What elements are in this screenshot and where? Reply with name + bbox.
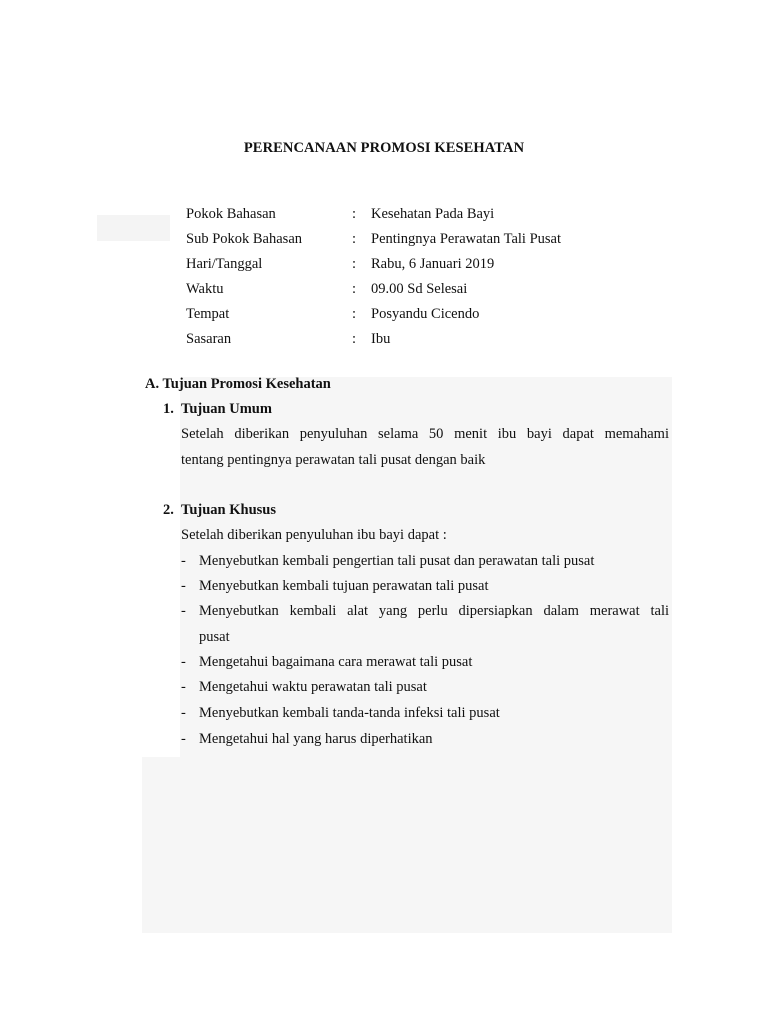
document-title: PERENCANAAN PROMOSI KESEHATAN: [243, 140, 525, 156]
list-bullet: -: [181, 654, 186, 670]
tujuan-khusus-intro: Setelah diberikan penyuluhan ibu bayi dapat :: [181, 527, 447, 543]
list-item-continuation: pusat: [199, 629, 230, 645]
info-separator: :: [352, 306, 357, 322]
info-value: Kesehatan Pada Bayi: [371, 206, 495, 222]
list-bullet: -: [181, 705, 186, 721]
info-label: Hari/Tanggal: [186, 256, 263, 272]
tujuan-umum-text-line-1: Setelah diberikan penyuluhan selama 50 menit ibu bayi dapat memahami: [181, 426, 669, 442]
info-label: Waktu: [186, 281, 224, 297]
info-separator: :: [352, 331, 357, 347]
list-item: Menyebutkan kembali pengertian tali pusat dan perawatan tali pusat: [199, 553, 595, 569]
list-bullet: -: [181, 578, 186, 594]
list-item: Mengetahui hal yang harus diperhatikan: [199, 731, 433, 747]
tujuan-umum-heading: Tujuan Umum: [181, 401, 272, 417]
info-label: Sub Pokok Bahasan: [186, 231, 302, 247]
info-value: Posyandu Cicendo: [371, 306, 480, 322]
info-value: 09.00 Sd Selesai: [371, 281, 468, 297]
page-shade-left: [97, 215, 170, 241]
info-value: Ibu: [371, 331, 391, 347]
tujuan-umum-number: 1.: [163, 401, 174, 417]
list-bullet: -: [181, 603, 186, 619]
list-item: Menyebutkan kembali alat yang perlu dipersiapkan dalam merawat tali: [199, 603, 669, 619]
list-item: Menyebutkan kembali tujuan perawatan tali pusat: [199, 578, 489, 594]
list-bullet: -: [181, 731, 186, 747]
info-label: Sasaran: [186, 331, 232, 347]
page-shade-notch: [142, 377, 180, 757]
info-label: Tempat: [186, 306, 230, 322]
section-a-heading: A. Tujuan Promosi Kesehatan: [145, 376, 331, 392]
info-separator: :: [352, 231, 357, 247]
list-bullet: -: [181, 679, 186, 695]
info-label: Pokok Bahasan: [186, 206, 276, 222]
info-separator: :: [352, 256, 357, 272]
tujuan-khusus-heading: Tujuan Khusus: [181, 502, 276, 518]
list-item: Mengetahui waktu perawatan tali pusat: [199, 679, 427, 695]
info-value: Rabu, 6 Januari 2019: [371, 256, 495, 272]
info-separator: :: [352, 206, 357, 222]
list-bullet: -: [181, 553, 186, 569]
info-value: Pentingnya Perawatan Tali Pusat: [371, 231, 562, 247]
info-separator: :: [352, 281, 357, 297]
tujuan-umum-text-line-2: tentang pentingnya perawatan tali pusat dengan baik: [181, 452, 486, 468]
tujuan-khusus-number: 2.: [163, 502, 174, 518]
list-item: Menyebutkan kembali tanda-tanda infeksi tali pusat: [199, 705, 500, 721]
list-item: Mengetahui bagaimana cara merawat tali pusat: [199, 654, 473, 670]
